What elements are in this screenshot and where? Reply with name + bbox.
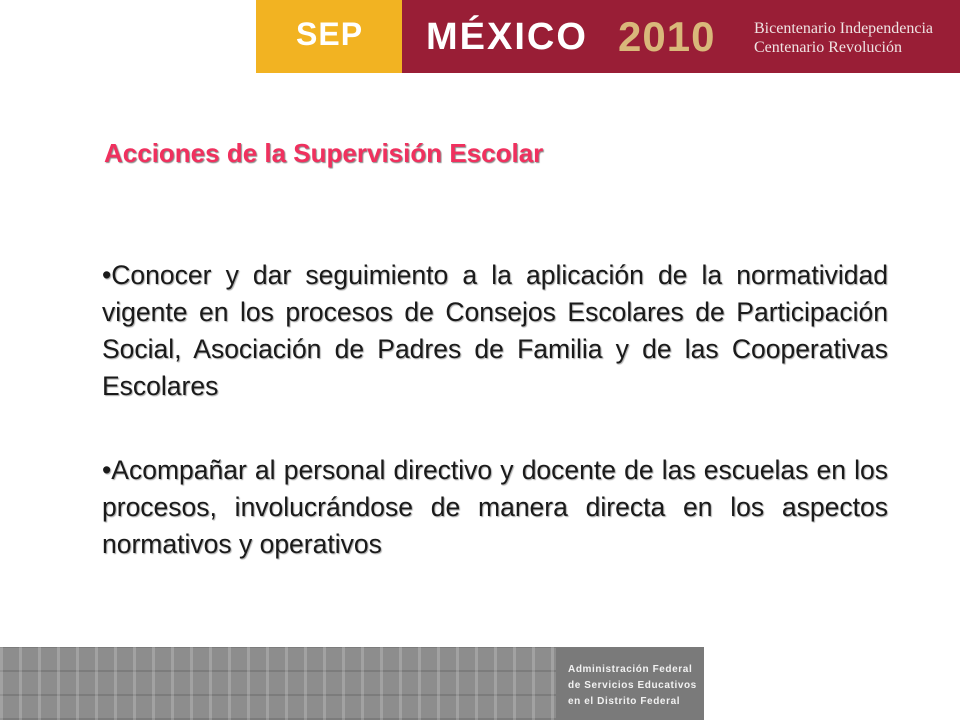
bullet-marker: •: [102, 260, 112, 290]
bullet-item: [102, 257, 888, 405]
bullet-text: Acompañar al personal directivo y docente de las escuelas en los procesos, involucrándose de manera directa en los aspectos normativos y operativos: [102, 455, 888, 559]
bullet-text: Conocer y dar seguimiento a la aplicación de la normatividad vigente en los procesos de Consejos Escolares de Participación Social, Asociación de Padres de Familia y de las Cooperativas Escolares: [102, 260, 888, 401]
mexico-logo-text: MÉXICO: [426, 16, 588, 58]
footer-line-1: Administración Federal: [568, 664, 693, 675]
subtitle-line-2: Centenario Revolución: [754, 39, 902, 56]
bullet-marker: •: [102, 455, 112, 485]
footer-line-3: en el Distrito Federal: [568, 696, 681, 707]
subtitle-line-1: Bicentenario Independencia: [754, 20, 934, 37]
slide-title: Acciones de la Supervisión Escolar: [104, 138, 544, 168]
sep-logo-banner: [256, 0, 402, 73]
bullet-item: [102, 452, 888, 563]
footer-institution-name: [568, 662, 704, 710]
mexico-2010-banner: [402, 0, 960, 73]
year-logo-text: 2010: [618, 13, 716, 60]
footer-line-2: de Servicios Educativos: [568, 680, 697, 691]
sep-logo-text: SEP: [296, 16, 364, 52]
bicentenario-subtitle: [754, 19, 933, 57]
